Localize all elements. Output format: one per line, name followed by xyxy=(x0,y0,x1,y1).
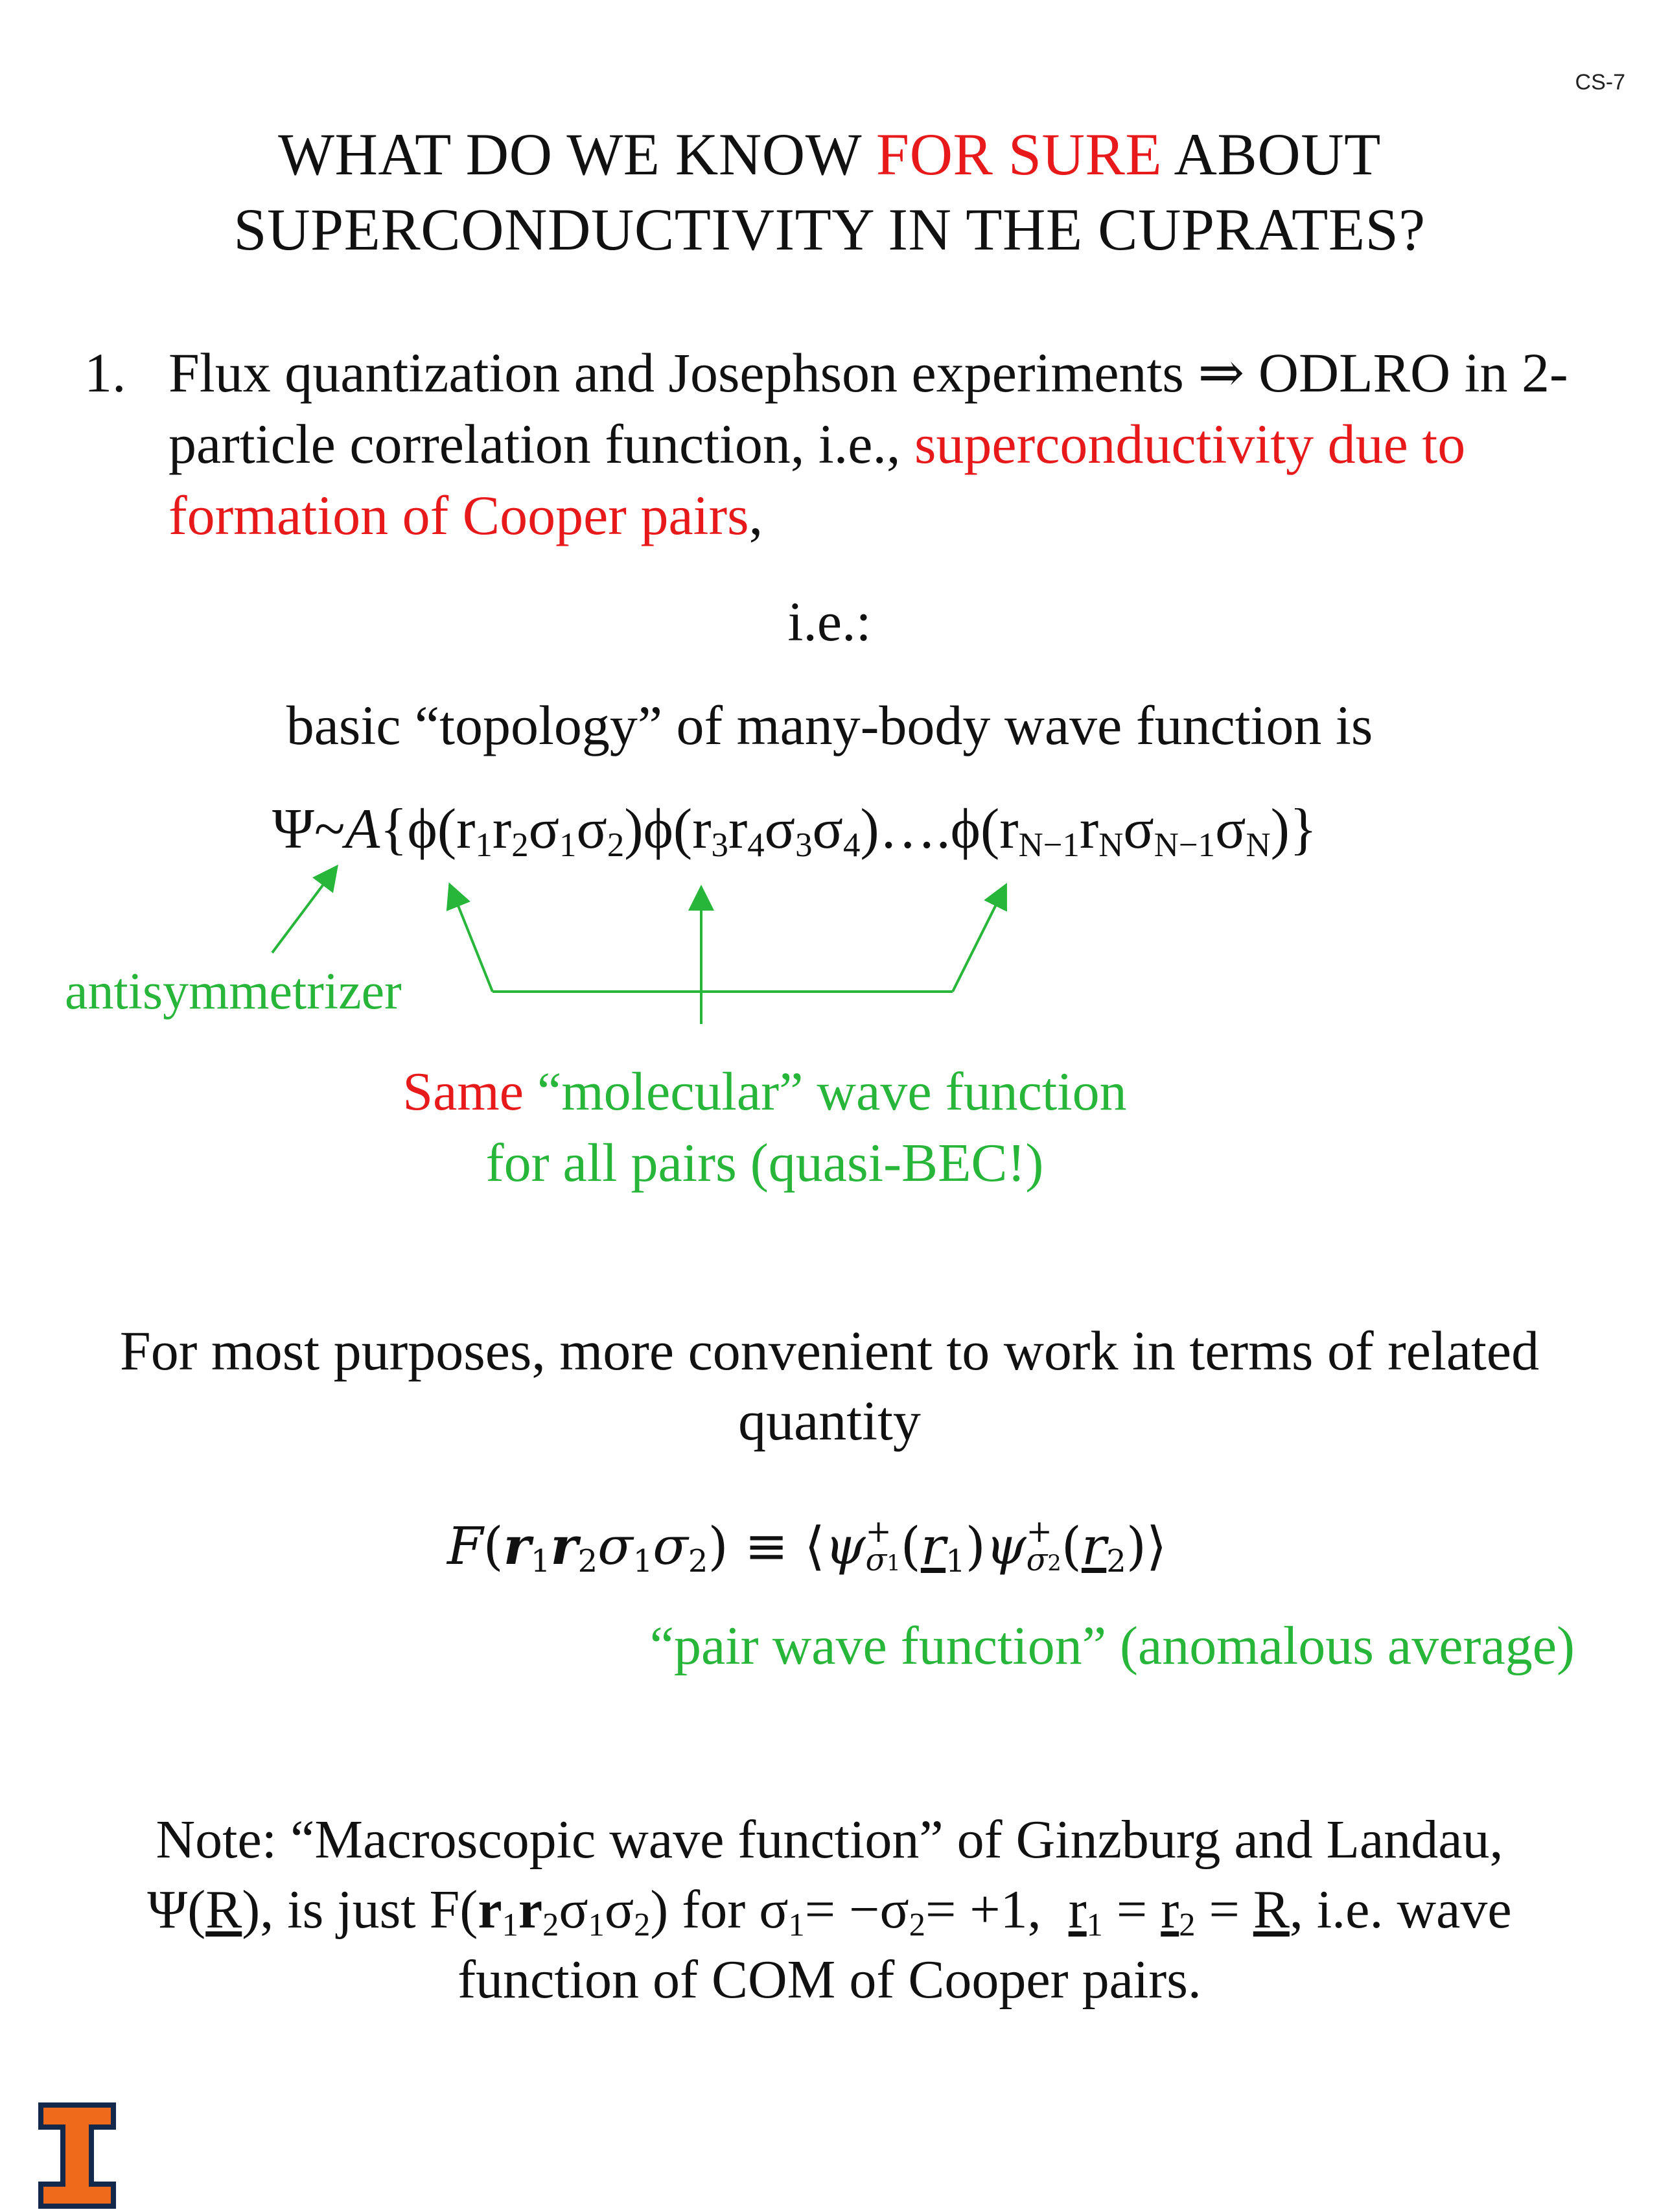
arrow-pair-1 xyxy=(454,894,493,992)
arrow-pair-3 xyxy=(953,894,1001,992)
note-line-3: function of COM of Cooper pairs. xyxy=(458,1950,1201,2010)
title-line-2: SUPERCONDUCTIVITY IN THE CUPRATES? xyxy=(233,196,1426,262)
title-highlight: FOR SURE xyxy=(876,121,1163,187)
slide-title xyxy=(0,117,1659,267)
purposes-text: For most purposes, more convenient to work in terms of related quantity xyxy=(119,1320,1540,1452)
list-item-1 xyxy=(84,337,1640,551)
ie-label: i.e.: xyxy=(787,590,872,653)
title-line-1: WHAT DO WE KNOW FOR SURE ABOUT xyxy=(278,121,1381,187)
antisymmetrizer-arrow xyxy=(272,875,331,953)
list-number: 1. xyxy=(84,342,126,404)
note-line-1: Note: “Macroscopic wave function” of Ginzburg and Landau, xyxy=(156,1810,1503,1870)
pair-wavefunction-definition: $F(r_1r_2\sigma_1\sigma_2)$ ≡ ⟨ψ+ σ1(r1)ψ+ σ2(r2)⟩ xyxy=(447,1513,1167,1579)
note-paragraph xyxy=(39,1805,1620,2015)
antisymmetrizer-label: antisymmetrizer xyxy=(65,963,402,1020)
slide-number: CS-7 xyxy=(1575,70,1625,95)
highlight-text: superconductivity due to formation of Cooper pairs xyxy=(168,413,1466,546)
list-item-text: Flux quantization and Josephson experiments ⇒ ODLRO in 2-particle correlation function, i.e., superconductivity due to formation of Cooper pairs, xyxy=(168,342,1568,546)
same-wavefunction-label: Same “molecular” wave function for all pairs (quasi-BEC!) xyxy=(402,1062,1127,1193)
illinois-block-i-logo xyxy=(36,2100,119,2211)
note-line-2: Ψ(R), is just $F(r_1r_2\sigma_1\sigma_2)$ for $\sigma_1= -\sigma_2= +1$, $r_1 = r_2 = R$, i.e. wave xyxy=(147,1880,1512,1943)
topology-text: basic “topology” of many-body wave function is xyxy=(286,694,1373,756)
many-body-wavefunction-equation: $\Psi\sim A\{\phi(r_1r_2\sigma_1\sigma_2)\phi(r_3r_4\sigma_3\sigma_4)\dots.\phi(r_{N-1}r_N\sigma_{N-1}\sigma_N)\}$ xyxy=(272,798,1317,865)
pair-wavefunction-label: “pair wave function” (anomalous average) xyxy=(649,1616,1575,1676)
